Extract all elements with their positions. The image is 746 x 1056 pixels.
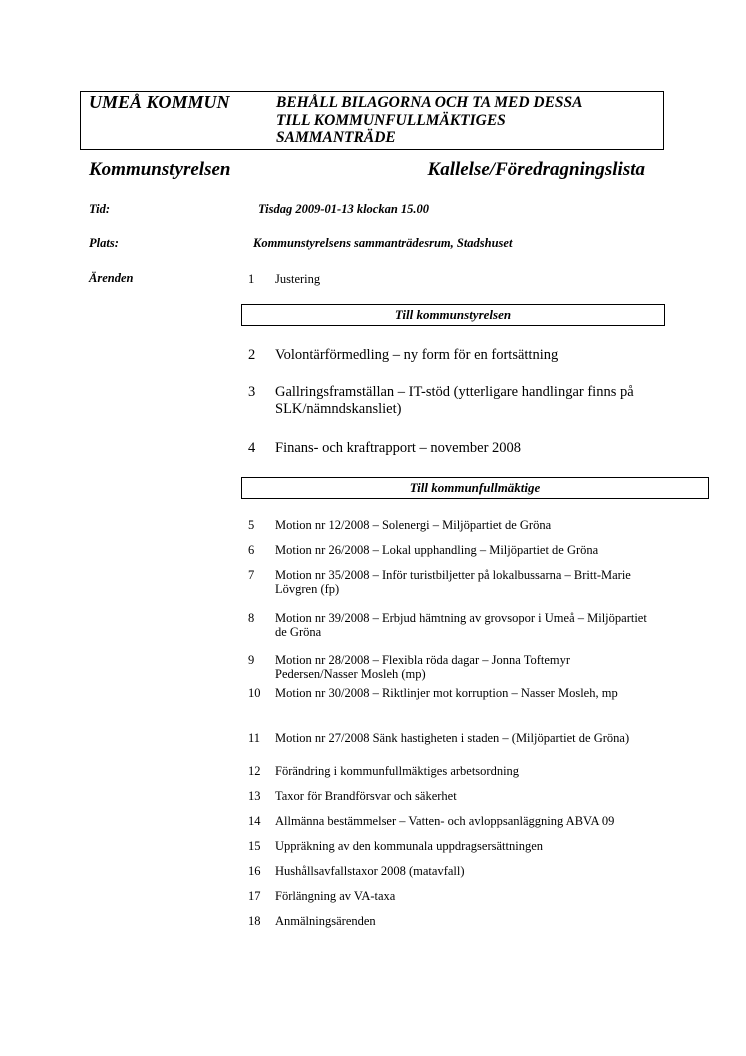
item-text: Allmänna bestämmelser – Vatten- och avloppsanläggning ABVA 09 bbox=[275, 814, 615, 828]
item-text: Motion nr 30/2008 – Riktlinjer mot korruption – Nasser Mosleh, mp bbox=[275, 686, 618, 700]
place-label: Plats: bbox=[89, 236, 119, 250]
item-number: 3 bbox=[248, 384, 256, 400]
item-text: Motion nr 27/2008 Sänk hastigheten i staden – (Miljöpartiet de Gröna) bbox=[275, 731, 630, 745]
item-number: 2 bbox=[248, 347, 256, 363]
item-number: 16 bbox=[248, 864, 261, 878]
item-number: 8 bbox=[248, 611, 255, 625]
item-number: 10 bbox=[248, 686, 261, 700]
item-text: Gallringsframställan – IT-stöd (ytterligare handlingar finns på SLK/nämndskansliet) bbox=[275, 384, 634, 417]
header-notice-line: BEHÅLL BILAGORNA OCH TA MED DESSA bbox=[276, 94, 583, 111]
item-text: Förändring i kommunfullmäktiges arbetsordning bbox=[275, 764, 520, 778]
place-value: Kommunstyrelsens sammanträdesrum, Stadshuset bbox=[253, 236, 513, 250]
item-number: 4 bbox=[248, 440, 256, 456]
item-text: Motion nr 39/2008 – Erbjud hämtning av grovsopor i Umeå – Miljöpartiet de Gröna bbox=[275, 611, 647, 639]
header-notice bbox=[276, 94, 583, 147]
item-number: 18 bbox=[248, 914, 261, 928]
item-number: 5 bbox=[248, 518, 255, 532]
header-notice-line: TILL KOMMUNFULLMÄKTIGES bbox=[276, 111, 506, 129]
org-name: UMEÅ KOMMUN bbox=[89, 92, 230, 112]
item-number: 6 bbox=[248, 543, 255, 557]
item-text: Uppräkning av den kommunala uppdragsersättningen bbox=[275, 839, 543, 853]
item-text: Motion nr 12/2008 – Solenergi – Miljöpartiet de Gröna bbox=[275, 518, 552, 532]
item-number: 12 bbox=[248, 764, 261, 778]
item-number: 14 bbox=[248, 814, 261, 828]
item-text: Motion nr 35/2008 – Inför turistbiljetter på lokalbussarna – Britt-Marie Lövgren (fp) bbox=[275, 568, 631, 596]
items-label: Ärenden bbox=[89, 271, 134, 285]
item-text: Justering bbox=[275, 272, 321, 286]
item-number: 1 bbox=[248, 272, 255, 286]
item-text: Volontärförmedling – ny form för en fortsättning bbox=[275, 347, 559, 363]
item-number: 13 bbox=[248, 789, 261, 803]
item-text: Taxor för Brandförsvar och säkerhet bbox=[275, 789, 457, 803]
document-type: Kallelse/Föredragningslista bbox=[427, 159, 645, 180]
item-text: Finans- och kraftrapport – november 2008 bbox=[275, 440, 522, 456]
item-text: Anmälningsärenden bbox=[275, 914, 376, 928]
item-number: 7 bbox=[248, 568, 255, 582]
body-name: Kommunstyrelsen bbox=[89, 159, 231, 180]
item-text: Motion nr 26/2008 – Lokal upphandling – Miljöpartiet de Gröna bbox=[275, 543, 599, 557]
item-number: 11 bbox=[248, 731, 261, 745]
section-title-kommunstyrelsen: Till kommunstyrelsen bbox=[241, 304, 665, 326]
item-text: Motion nr 28/2008 – Flexibla röda dagar – Jonna Toftemyr Pedersen/Nasser Mosleh (mp) bbox=[275, 653, 571, 681]
time-label: Tid: bbox=[89, 202, 111, 216]
item-number: 9 bbox=[248, 653, 255, 667]
section-title-kommunfullmaktige: Till kommunfullmäktige bbox=[241, 477, 709, 499]
item-number: 17 bbox=[248, 889, 261, 903]
time-value: Tisdag 2009-01-13 klockan 15.00 bbox=[258, 202, 430, 216]
item-text: Förlängning av VA-taxa bbox=[275, 889, 396, 903]
item-text: Hushållsavfallstaxor 2008 (matavfall) bbox=[275, 864, 465, 878]
item-number: 15 bbox=[248, 839, 261, 853]
header-notice-line: SAMMANTRÄDE bbox=[276, 129, 396, 146]
